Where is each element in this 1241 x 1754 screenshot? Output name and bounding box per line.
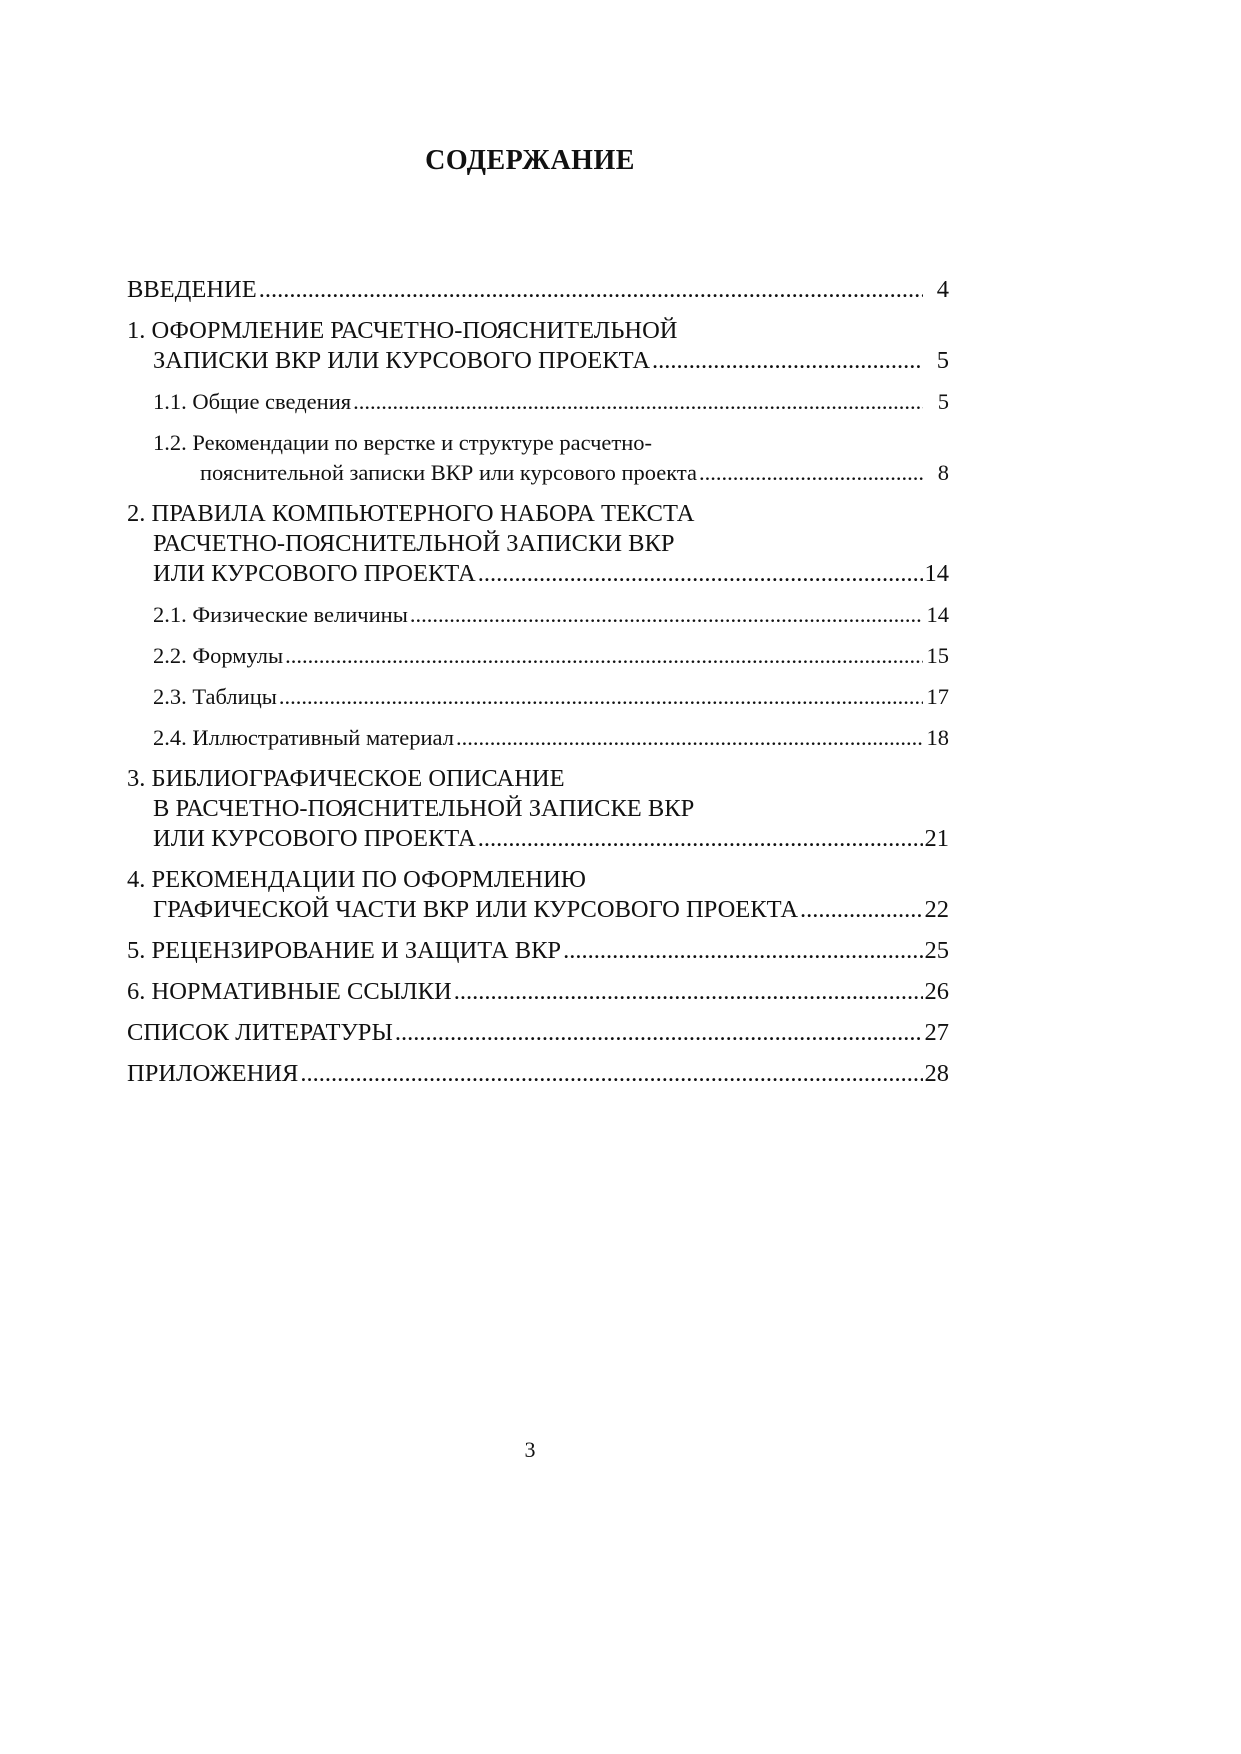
toc-entry-title: 2.2. Формулы: [153, 643, 284, 668]
toc-entry-subsection-1-2-line-2[interactable]: [127, 458, 949, 488]
toc-entry-title: 2.1. Физические величины: [153, 602, 408, 627]
toc-entry-subsection-2-4[interactable]: [127, 723, 949, 753]
toc-page-number: 4: [936, 276, 949, 303]
toc-entry-title: 1.1. Общие сведения: [153, 389, 352, 414]
toc-page-number: 22: [924, 896, 949, 923]
toc-entry-title: ИЛИ КУРСОВОГО ПРОЕКТА: [153, 825, 476, 852]
dot-leader: [410, 600, 923, 630]
toc-page-number: 26: [924, 978, 949, 1005]
toc-page-number: 17: [926, 684, 949, 709]
toc-entry-title: 2.3. Таблицы: [153, 684, 277, 709]
toc-page-number: 8: [937, 460, 949, 485]
toc-entry-title: 1. ОФОРМЛЕНИЕ РАСЧЕТНО-ПОЯСНИТЕЛЬНОЙ: [127, 317, 678, 344]
toc-entry-title: 2. ПРАВИЛА КОМПЬЮТЕРНОГО НАБОРА ТЕКСТА: [127, 500, 695, 527]
toc-page-number: 15: [926, 643, 949, 668]
toc-entry-intro[interactable]: [127, 275, 949, 305]
toc-entry-subsection-1-2-line-1[interactable]: [127, 428, 949, 458]
toc-entry-title: РАСЧЕТНО-ПОЯСНИТЕЛЬНОЙ ЗАПИСКИ ВКР: [153, 530, 675, 557]
toc-entry-section-3-line-2[interactable]: [127, 794, 949, 824]
table-of-contents: [127, 275, 949, 1089]
toc-entry-title: ВВЕДЕНИЕ: [127, 276, 257, 303]
toc-page-number: 5: [937, 389, 949, 414]
toc-page-number: 25: [924, 937, 949, 964]
toc-entry-title: ПРИЛОЖЕНИЯ: [127, 1060, 299, 1087]
dot-leader: [454, 977, 923, 1007]
dot-leader: [563, 936, 922, 966]
dot-leader: [395, 1018, 923, 1048]
toc-entry-section-2-line-2[interactable]: [127, 529, 949, 559]
toc-entry-appendices[interactable]: [127, 1059, 949, 1089]
toc-entry-title: 5. РЕЦЕНЗИРОВАНИЕ И ЗАЩИТА ВКР: [127, 937, 562, 964]
toc-page-number: 14: [926, 602, 949, 627]
toc-entry-subsection-2-3[interactable]: [127, 682, 949, 712]
toc-page-number: 21: [924, 825, 949, 852]
toc-entry-section-4-line-1[interactable]: [127, 865, 949, 895]
toc-entry-title: 3. БИБЛИОГРАФИЧЕСКОЕ ОПИСАНИЕ: [127, 765, 565, 792]
toc-entry-title: 4. РЕКОМЕНДАЦИИ ПО ОФОРМЛЕНИЮ: [127, 866, 586, 893]
toc-entry-subsection-2-2[interactable]: [127, 641, 949, 671]
dot-leader: [800, 895, 922, 925]
dot-leader: [699, 458, 923, 488]
dot-leader: [652, 346, 923, 376]
page-number: 3: [524, 1437, 536, 1462]
dot-leader: [478, 559, 923, 589]
toc-entry-title: СПИСОК ЛИТЕРАТУРЫ: [127, 1019, 393, 1046]
toc-entry-section-1-line-2[interactable]: [127, 346, 949, 376]
toc-entry-title: ГРАФИЧЕСКОЙ ЧАСТИ ВКР ИЛИ КУРСОВОГО ПРОЕКТА: [153, 896, 799, 923]
toc-entry-section-2-line-1[interactable]: [127, 499, 949, 529]
toc-entry-title: 2.4. Иллюстративный материал: [153, 725, 454, 750]
dot-leader: [478, 824, 923, 854]
toc-page-number: 14: [924, 560, 949, 587]
toc-entry-section-5[interactable]: [127, 936, 949, 966]
toc-entry-title: пояснительной записки ВКР или курсового проекта: [200, 460, 698, 485]
toc-page-number: 28: [924, 1060, 949, 1087]
toc-page-number: 5: [936, 347, 949, 374]
toc-entry-subsection-2-1[interactable]: [127, 600, 949, 630]
toc-entry-subsection-1-1[interactable]: [127, 387, 949, 417]
dot-leader: [279, 682, 923, 712]
dot-leader: [300, 1059, 922, 1089]
toc-entry-section-2-line-3[interactable]: [127, 559, 949, 589]
toc-entry-section-3-line-3[interactable]: [127, 824, 949, 854]
dot-leader: [259, 275, 923, 305]
toc-entry-title: В РАСЧЕТНО-ПОЯСНИТЕЛЬНОЙ ЗАПИСКЕ ВКР: [153, 795, 695, 822]
toc-entry-title: ЗАПИСКИ ВКР ИЛИ КУРСОВОГО ПРОЕКТА: [153, 347, 651, 374]
toc-entry-title: 6. НОРМАТИВНЫЕ ССЫЛКИ: [127, 978, 452, 1005]
dot-leader: [285, 641, 923, 671]
toc-entry-section-1-line-1[interactable]: [127, 316, 949, 346]
toc-entry-section-3-line-1[interactable]: [127, 764, 949, 794]
toc-entry-section-6[interactable]: [127, 977, 949, 1007]
toc-entry-literature[interactable]: [127, 1018, 949, 1048]
dot-leader: [353, 387, 923, 417]
toc-page-number: 27: [924, 1019, 949, 1046]
toc-entry-title: ИЛИ КУРСОВОГО ПРОЕКТА: [153, 560, 476, 587]
toc-entry-title: 1.2. Рекомендации по верстке и структуре расчетно-: [153, 430, 653, 455]
page-title: СОДЕРЖАНИЕ: [425, 145, 635, 176]
toc-page-number: 18: [926, 725, 949, 750]
toc-entry-section-4-line-2[interactable]: [127, 895, 949, 925]
dot-leader: [456, 723, 923, 753]
